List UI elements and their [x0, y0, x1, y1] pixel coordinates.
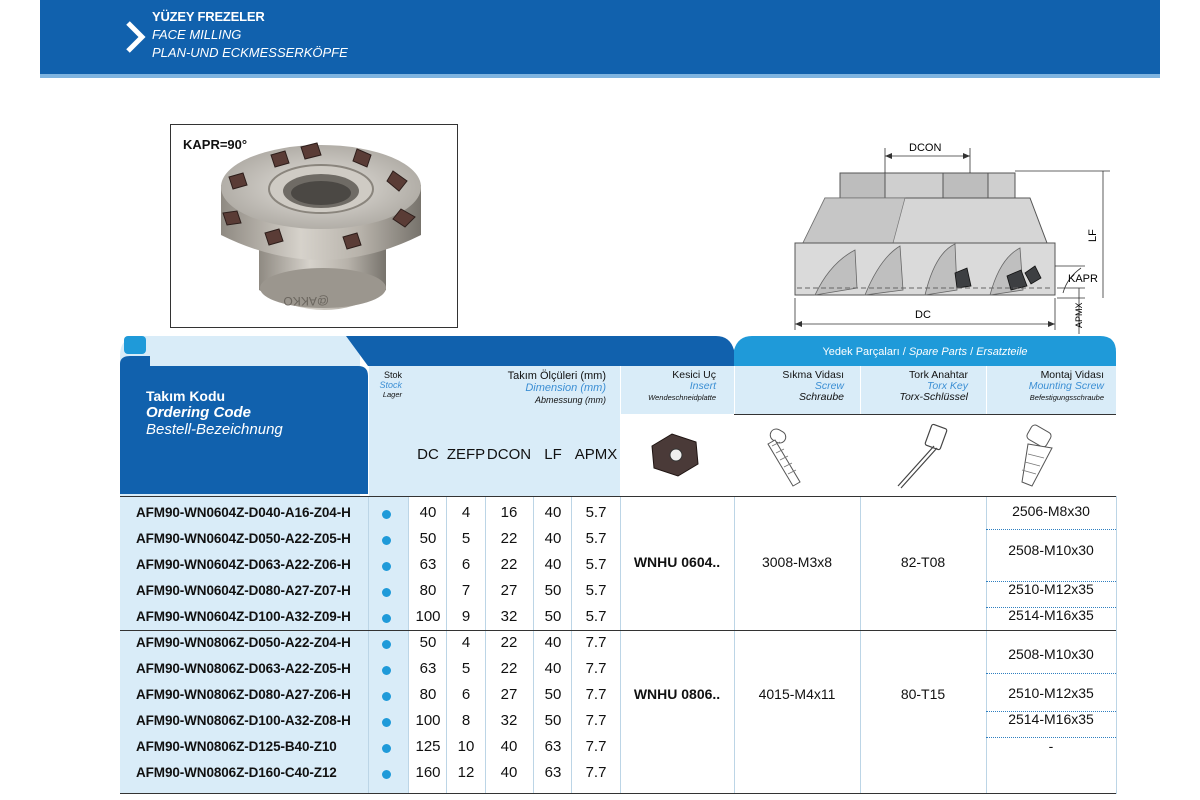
cell-zefp: 7 [461, 582, 471, 599]
stock-tr: Stok [383, 370, 402, 380]
kapr-label: KAPR=90° [183, 137, 248, 152]
cell-lf: 40 [544, 634, 562, 651]
screw-group-1: 3008-M3x8 [761, 554, 833, 570]
dimension-de: Abmessung (mm) [534, 395, 606, 405]
cell-dc: 100 [415, 608, 441, 625]
table-row-code: AFM90-WN0604Z-D100-A32-Z09-H [136, 609, 351, 624]
col-dcon: DCON [486, 446, 532, 463]
cell-zefp: 4 [461, 634, 471, 651]
brand-mark: @AKKO [283, 294, 329, 308]
table-row-code: AFM90-WN0806Z-D063-A22-Z05-H [136, 661, 351, 676]
chevron-right-icon [122, 20, 148, 54]
table-row-code: AFM90-WN0806Z-D160-C40-Z12 [136, 765, 337, 780]
dimension-tr: Takım Ölçüleri (mm) [507, 370, 606, 382]
cell-dc: 63 [419, 556, 437, 573]
stock-dot-icon [382, 640, 391, 649]
key-en: Torx Key [926, 380, 968, 392]
product-photo [170, 124, 458, 328]
insert-tr: Kesici Uç [672, 369, 716, 381]
stock-dot-icon [382, 562, 391, 571]
table-row-code: AFM90-WN0806Z-D100-A32-Z08-H [136, 713, 351, 728]
cell-apmx: 5.7 [585, 608, 607, 625]
cell-dcon: 32 [500, 608, 518, 625]
cell-dc: 80 [419, 686, 437, 703]
insert-group-2: WNHU 0806.. [633, 686, 721, 702]
cell-dcon: 27 [500, 582, 518, 599]
key-de: Torx-Schlüssel [899, 391, 968, 403]
mounting-cell: 2506-M8x30 [1012, 503, 1090, 519]
header-divider [986, 366, 987, 496]
cell-lf: 40 [544, 660, 562, 677]
key-group-2: 80-T15 [900, 686, 946, 702]
screw-en: Screw [814, 380, 844, 392]
mounting-cell: 2514-M16x35 [1008, 607, 1094, 623]
header-divider [368, 366, 369, 496]
key-tr: Tork Anahtar [909, 369, 968, 381]
row-divider [120, 630, 1116, 631]
col-dc: DC [417, 446, 439, 463]
cell-dc: 50 [419, 634, 437, 651]
cell-dcon: 22 [500, 530, 518, 547]
stock-dot-icon [382, 614, 391, 623]
row-divider [986, 529, 1116, 530]
mounting-tr: Montaj Vidası [1040, 369, 1104, 381]
cell-dcon: 22 [500, 660, 518, 677]
cell-zefp: 8 [461, 712, 471, 729]
cell-apmx: 7.7 [585, 634, 607, 651]
mounting-cell: 2508-M10x30 [1008, 646, 1094, 662]
header-title-tr: YÜZEY FREZELER [152, 9, 265, 24]
screw-de: Schraube [799, 391, 844, 403]
col-lf: LF [544, 446, 562, 463]
cell-lf: 40 [544, 530, 562, 547]
screw-group-2: 4015-M4x11 [758, 686, 836, 702]
header-title-en: FACE MILLING [152, 27, 242, 42]
stock-dot-icon [382, 588, 391, 597]
cell-zefp: 6 [461, 686, 471, 703]
table-row-code: AFM90-WN0604Z-D050-A22-Z05-H [136, 531, 351, 546]
stock-dot-icon [382, 666, 391, 675]
cell-lf: 50 [544, 686, 562, 703]
row-divider [120, 793, 1116, 794]
screw-tr: Sıkma Vidası [782, 369, 844, 381]
ordering-code-en: Ordering Code [146, 404, 252, 421]
cell-dcon: 22 [500, 556, 518, 573]
insert-group-1: WNHU 0604.. [633, 554, 721, 570]
cell-lf: 40 [544, 504, 562, 521]
cell-dcon: 27 [500, 686, 518, 703]
header-divider [734, 366, 735, 496]
cell-apmx: 5.7 [585, 582, 607, 599]
cell-dc: 100 [415, 712, 441, 729]
row-divider [734, 414, 1116, 415]
cell-lf: 50 [544, 582, 562, 599]
dcon-label: DCON [909, 142, 942, 154]
mounting-cell: 2510-M12x35 [1008, 581, 1094, 597]
table-row-code: AFM90-WN0604Z-D080-A27-Z07-H [136, 583, 351, 598]
cell-zefp: 6 [461, 556, 471, 573]
header-stripe [40, 74, 1160, 78]
lf-label: LF [1087, 229, 1099, 242]
row-divider [986, 673, 1116, 674]
cell-lf: 40 [544, 556, 562, 573]
cell-dcon: 16 [500, 504, 518, 521]
stock-dot-icon [382, 744, 391, 753]
stock-dot-icon [382, 510, 391, 519]
table-row-code: AFM90-WN0604Z-D063-A22-Z06-H [136, 557, 351, 572]
table-row-code: AFM90-WN0604Z-D040-A16-Z04-H [136, 505, 351, 520]
col-zefp: ZEFP [446, 446, 486, 463]
mounting-en: Mounting Screw [1028, 380, 1104, 392]
cell-lf: 50 [544, 712, 562, 729]
ordering-code-tr: Takım Kodu [146, 388, 226, 404]
cell-dcon: 32 [500, 712, 518, 729]
cell-apmx: 7.7 [585, 764, 607, 781]
mounting-cell: 2514-M16x35 [1008, 711, 1094, 727]
ordering-code-de: Bestell-Bezeichnung [146, 421, 283, 438]
column-divider [368, 496, 369, 794]
stock-dot-icon [382, 770, 391, 779]
cell-apmx: 5.7 [585, 504, 607, 521]
stock-de: Lager [382, 390, 402, 399]
stock-dot-icon [382, 692, 391, 701]
cell-zefp: 4 [461, 504, 471, 521]
cell-dc: 50 [419, 530, 437, 547]
cell-lf: 63 [544, 738, 562, 755]
cell-zefp: 5 [461, 660, 471, 677]
cell-zefp: 5 [461, 530, 471, 547]
cell-lf: 63 [544, 764, 562, 781]
kapr-drawing-label: KAPR [1068, 273, 1098, 285]
cell-apmx: 5.7 [585, 556, 607, 573]
column-divider [1116, 496, 1117, 794]
stock-dot-icon [382, 718, 391, 727]
cell-dc: 63 [419, 660, 437, 677]
table-row-code: AFM90-WN0806Z-D050-A22-Z04-H [136, 635, 351, 650]
stock-dot-icon [382, 536, 391, 545]
col-apmx: APMX [574, 446, 618, 463]
milling-cutter-illustration [171, 125, 459, 329]
cell-lf: 50 [544, 608, 562, 625]
row-divider [120, 496, 1116, 497]
cell-dc: 40 [419, 504, 437, 521]
cell-dcon: 40 [500, 764, 518, 781]
insert-de: Wendeschneidplatte [648, 393, 716, 402]
mounting-cell: 2510-M12x35 [1008, 685, 1094, 701]
cell-apmx: 7.7 [585, 738, 607, 755]
key-group-1: 82-T08 [900, 554, 946, 570]
corner-marker [124, 336, 146, 354]
column-divider [734, 496, 735, 794]
spare-parts-header: Yedek Parçaları / Spare Parts / Ersatzteile [822, 346, 1028, 358]
dc-label: DC [915, 309, 931, 321]
header-title-de: PLAN-UND ECKMESSERKÖPFE [152, 45, 348, 60]
table-row-code: AFM90-WN0806Z-D125-B40-Z10 [136, 739, 337, 754]
apmx-label: APMX [1074, 302, 1084, 328]
mounting-cell: 2508-M10x30 [1008, 542, 1094, 558]
mounting-de: Befestigungsschraube [1029, 393, 1104, 402]
cell-apmx: 7.7 [585, 686, 607, 703]
insert-en: Insert [689, 380, 716, 392]
dimension-en: Dimension (mm) [525, 382, 606, 394]
cell-zefp: 10 [457, 738, 475, 755]
mounting-cell: - [1048, 738, 1054, 754]
table-row-code: AFM90-WN0806Z-D080-A27-Z06-H [136, 687, 351, 702]
header-divider [860, 366, 861, 496]
technical-drawing [785, 138, 1115, 334]
cell-dcon: 40 [500, 738, 518, 755]
cell-zefp: 9 [461, 608, 471, 625]
cell-dcon: 22 [500, 634, 518, 651]
cell-apmx: 5.7 [585, 530, 607, 547]
product-table [120, 336, 1116, 796]
cell-apmx: 7.7 [585, 660, 607, 677]
stock-en: Stock [379, 380, 402, 390]
cell-zefp: 12 [457, 764, 475, 781]
column-divider [860, 496, 861, 794]
cell-apmx: 7.7 [585, 712, 607, 729]
cell-dc: 125 [415, 738, 441, 755]
cell-dc: 80 [419, 582, 437, 599]
header-divider [620, 366, 621, 496]
cell-dc: 160 [415, 764, 441, 781]
